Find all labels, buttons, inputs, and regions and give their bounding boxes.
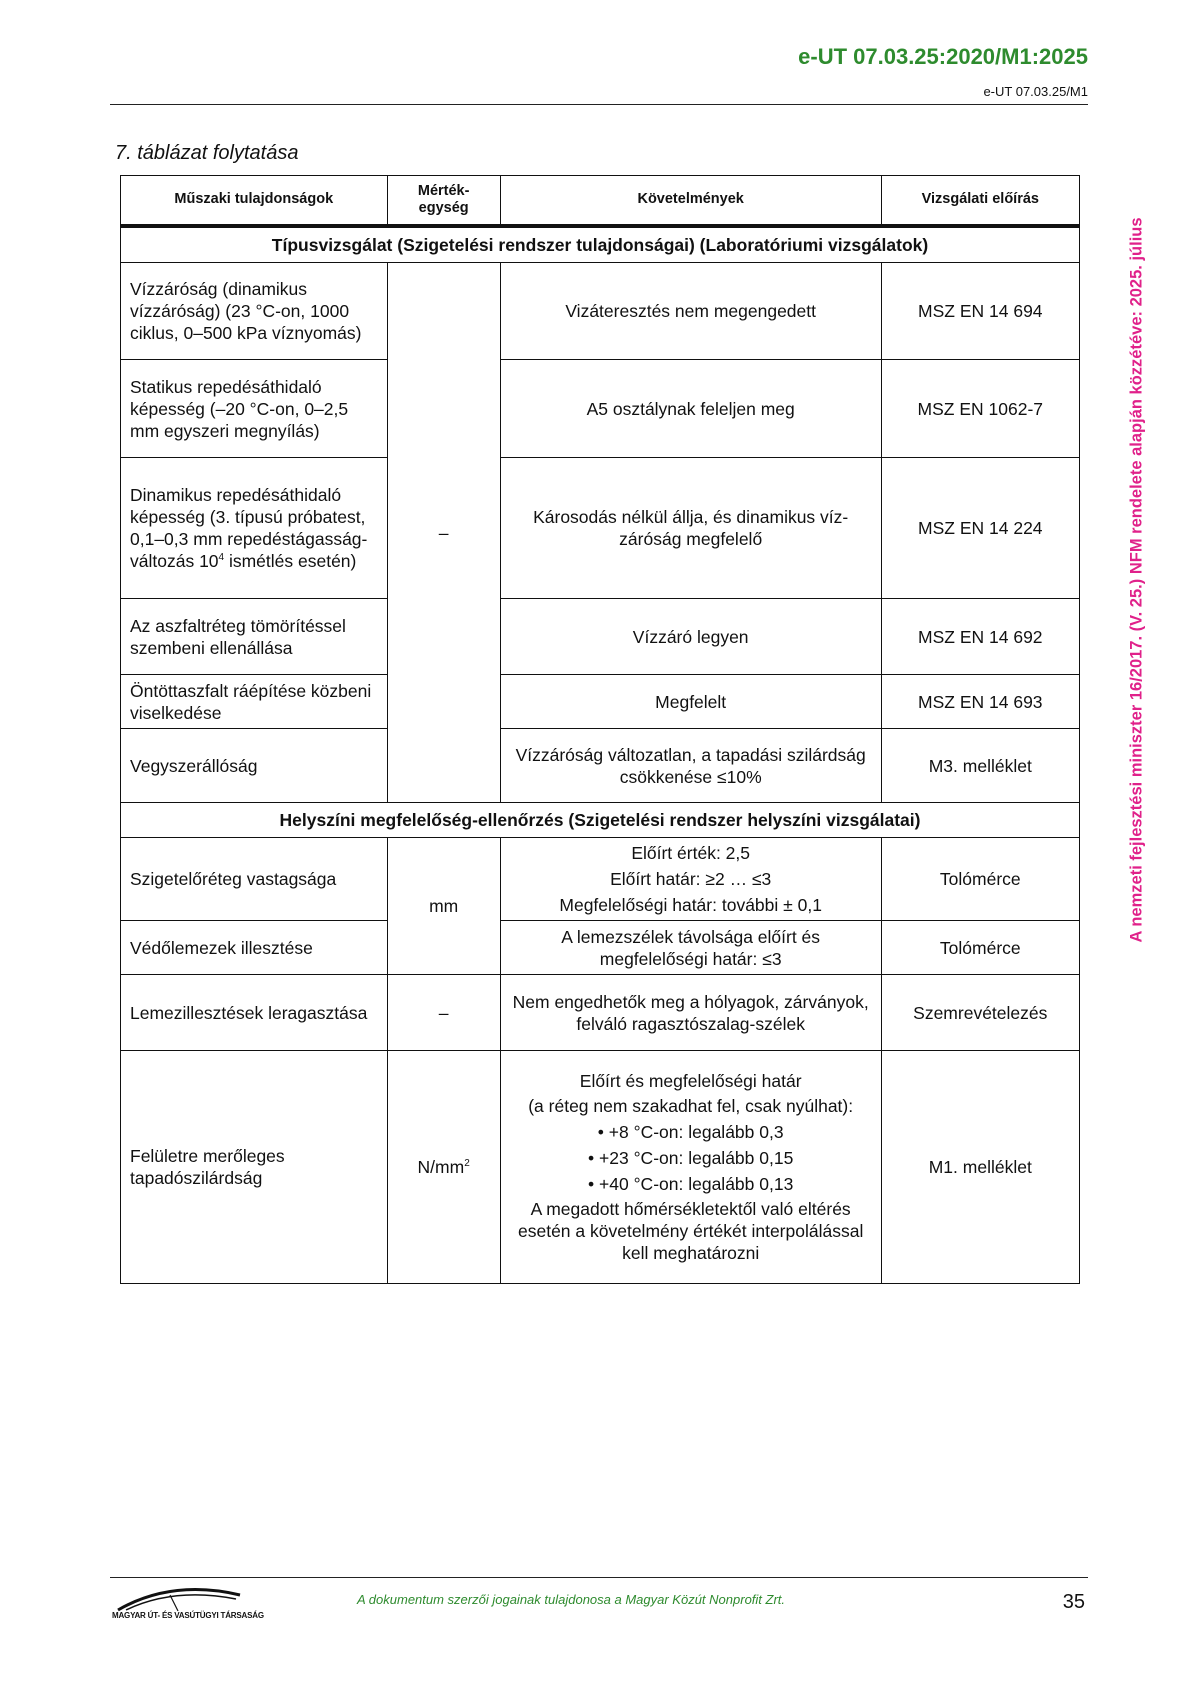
section-row xyxy=(121,226,1080,263)
requirement-line: Előírt határ: ≥2 … ≤3 xyxy=(610,869,772,889)
road-arc-icon xyxy=(112,1583,262,1613)
cell-requirement: A5 osztálynak feleljen meg xyxy=(500,360,881,458)
table-row xyxy=(121,263,1080,360)
requirement-line: Megfelelőségi határ: további ± 0,1 xyxy=(559,895,822,915)
logo-text: MAGYAR ÚT- ÉS VASÚTÜGYI TÁRSASÁG xyxy=(112,1611,264,1620)
table-row xyxy=(121,458,1080,599)
section-row xyxy=(121,803,1080,838)
table-row xyxy=(121,1051,1080,1284)
requirement-note: (a réteg nem szakadhat fel, csak nyúlhat): xyxy=(528,1096,854,1116)
cell-property: Statikus repedésáthidaló képesség (–20 °C-on, 0–2,5 mm egyszeri megnyílás) xyxy=(121,360,388,458)
cell-property: Szigetelőréteg vastagsága xyxy=(121,838,388,921)
cell-unit: – xyxy=(387,975,500,1051)
unit-text: N/mm xyxy=(417,1157,465,1177)
table-caption: 7. táblázat folytatása xyxy=(115,142,299,164)
cell-requirement: Vízzáró legyen xyxy=(500,599,881,675)
requirement-bullet: • +8 °C-on: legalább 0,3 xyxy=(510,1121,872,1143)
cell-requirement xyxy=(500,1051,881,1284)
header-test-method: Vizsgálati előírás xyxy=(881,176,1079,226)
cell-test-method: MSZ EN 14 224 xyxy=(881,458,1079,599)
table-row xyxy=(121,599,1080,675)
cell-test-method: Szemrevételezés xyxy=(881,975,1079,1051)
side-note-text: A nemzeti fejlesztési miniszter 16/2017. (V. 25.) NFM rendelete alapján közzétéve: 2025. július xyxy=(1127,217,1146,943)
cell-property: Védőlemezek illesztése xyxy=(121,921,388,975)
cell-requirement: Vízzáróság változatlan, a tapadási szilárdság csökkenése ≤10% xyxy=(500,729,881,803)
cell-property: Lemezillesztések leragasztása xyxy=(121,975,388,1051)
copyright-notice: A dokumentum szerzői jogainak tulajdonosa a Magyar Közút Nonprofit Zrt. xyxy=(357,1592,786,1607)
unit-superscript: 2 xyxy=(464,1158,470,1170)
cell-requirement: Megfelelt xyxy=(500,675,881,729)
table-row xyxy=(121,921,1080,975)
cell-requirement: Károsodás nélkül állja, és dinamikus víz-záróság megfelelő xyxy=(500,458,881,599)
header-property: Műszaki tulajdonságok xyxy=(121,176,388,226)
cell-test-method: MSZ EN 14 692 xyxy=(881,599,1079,675)
cell-property: Öntöttaszfalt ráépítése közbeni viselkedése xyxy=(121,675,388,729)
cell-test-method: M3. melléklet xyxy=(881,729,1079,803)
section-lab-tests: Típusvizsgálat (Szigetelési rendszer tulajdonságai) (Laboratóriumi vizsgálatok) xyxy=(121,226,1080,263)
cell-test-method: Tolómérce xyxy=(881,838,1079,921)
cell-property: Vegyszerállóság xyxy=(121,729,388,803)
requirement-bullet: • +23 °C-on: legalább 0,15 xyxy=(510,1147,872,1169)
page-number: 35 xyxy=(1062,1591,1085,1613)
cell-property: Az aszfaltréteg tömörítéssel szembeni ellenállása xyxy=(121,599,388,675)
table-row xyxy=(121,360,1080,458)
table-row xyxy=(121,975,1080,1051)
cell-unit xyxy=(387,1051,500,1284)
cell-test-method: M1. melléklet xyxy=(881,1051,1079,1284)
header-rule xyxy=(110,104,1088,105)
cell-test-method: Tolómérce xyxy=(881,921,1079,975)
cell-unit: mm xyxy=(387,838,500,975)
header-unit: Mérték-egység xyxy=(387,176,500,226)
section-field-tests: Helyszíni megfelelőség-ellenőrzés (Szigetelési rendszer helyszíni vizsgálatai) xyxy=(121,803,1080,838)
cell-test-method: MSZ EN 14 694 xyxy=(881,263,1079,360)
table-header-row xyxy=(121,176,1080,226)
cell-property: Dinamikus repedésáthidaló képesség (3. típusú próbatest, 0,1–0,3 mm repedéstágasság-változás $10^4$ ismétlés esetén) xyxy=(121,458,388,599)
requirements-table xyxy=(120,175,1080,1284)
cell-property-text: Dinamikus repedésáthidaló képesség (3. típusú próbatest, 0,1–0,3 mm repedéstágasság-változás xyxy=(130,485,368,571)
cell-requirement: Vizáteresztés nem megengedett xyxy=(500,263,881,360)
cell-unit: – xyxy=(387,263,500,803)
document-sub-id: e-UT 07.03.25/M1 xyxy=(983,84,1088,99)
society-logo xyxy=(112,1583,262,1623)
table-row xyxy=(121,675,1080,729)
document-id: e-UT 07.03.25:2020/M1:2025 xyxy=(798,44,1088,69)
cell-requirement: A lemezszélek távolsága előírt és megfelelőségi határ: ≤3 xyxy=(500,921,881,975)
cell-property-tail: ismétlés esetén) xyxy=(224,551,357,571)
table-row xyxy=(121,729,1080,803)
requirement-outro: A megadott hőmérsékletektől való eltérés esetén a követelmény értékét interpolálással kell meghatározni xyxy=(518,1199,864,1263)
requirement-intro: Előírt és megfelelőségi határ xyxy=(579,1071,802,1091)
cell-test-method: MSZ EN 1062-7 xyxy=(881,360,1079,458)
cell-requirement: Nem engedhetők meg a hólyagok, zárványok, felváló ragasztószalag-szélek xyxy=(500,975,881,1051)
requirement-line: Előírt érték: 2,5 xyxy=(631,843,750,863)
cell-property: Felületre merőleges tapadószilárdság xyxy=(121,1051,388,1284)
footer-rule xyxy=(110,1577,1088,1578)
cell-property: Vízzáróság (dinamikus vízzáróság) (23 °C-on, 1000 ciklus, 0–500 kPa víznyomás) xyxy=(121,263,388,360)
cell-requirement xyxy=(500,838,881,921)
table-row xyxy=(121,838,1080,921)
requirement-bullet: • +40 °C-on: legalább 0,13 xyxy=(510,1173,872,1195)
header-requirement: Követelmények xyxy=(500,176,881,226)
cell-test-method: MSZ EN 14 693 xyxy=(881,675,1079,729)
